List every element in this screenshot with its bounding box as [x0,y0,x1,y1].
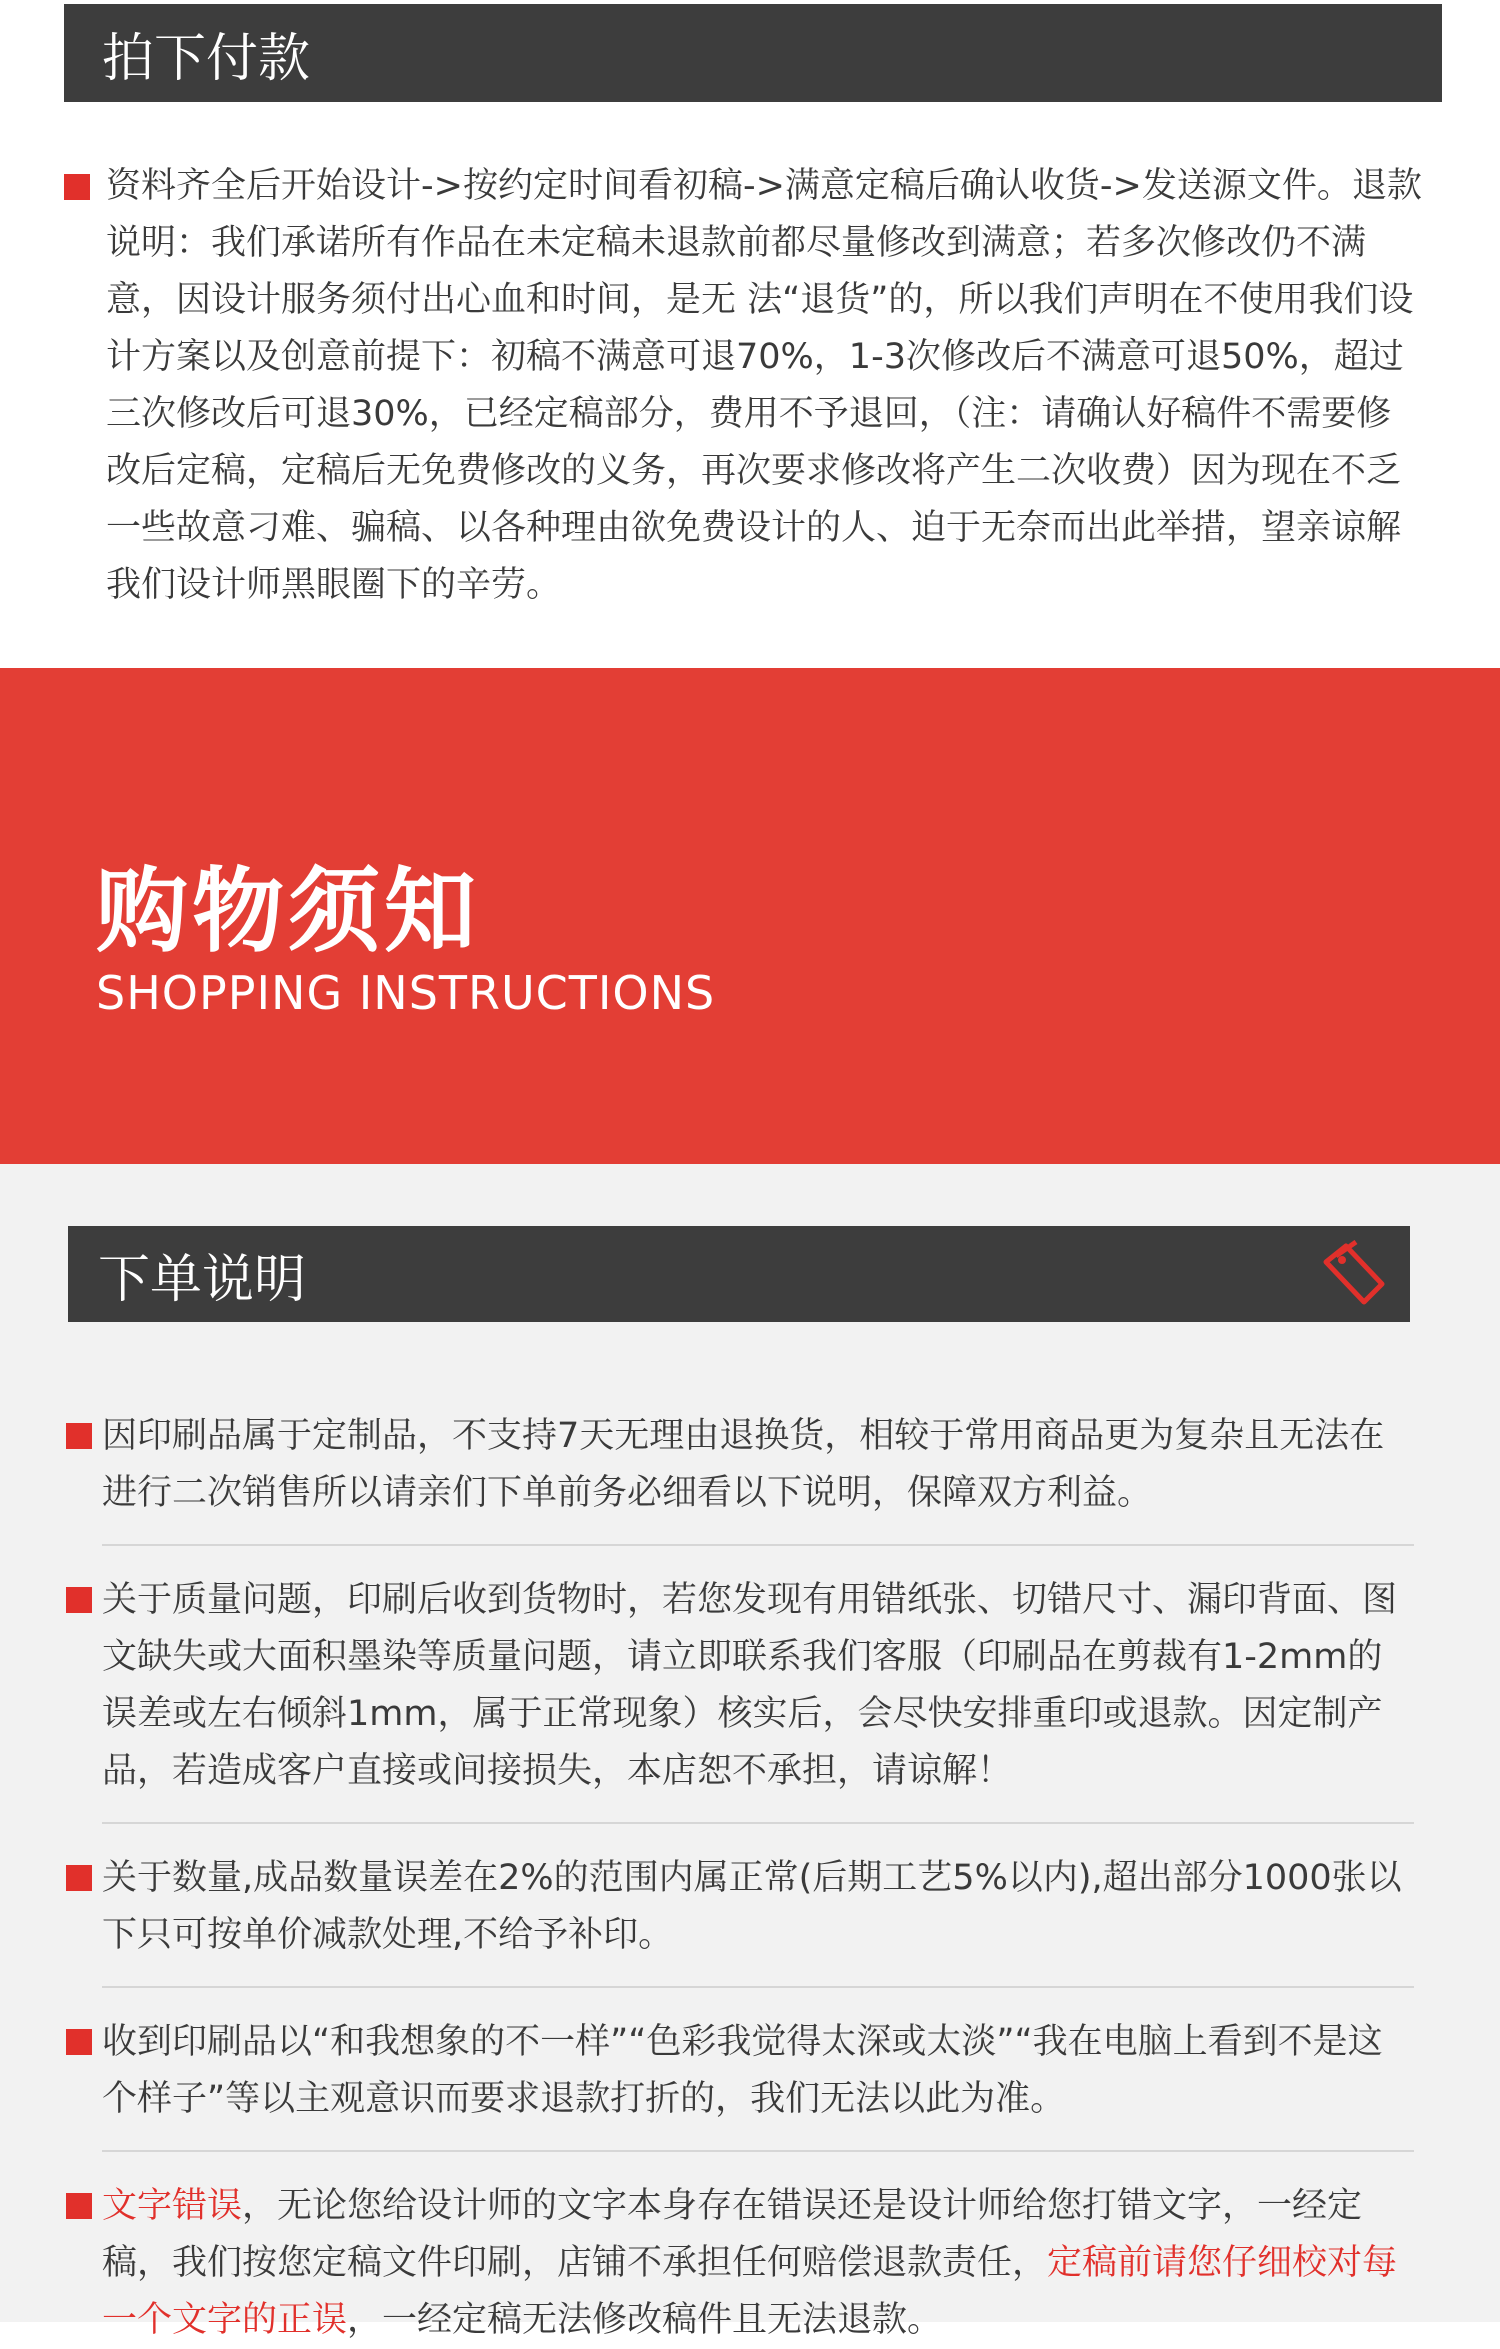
red-square-bullet-icon [66,1587,92,1613]
order-item-text: 关于数量,成品数量误差在2%的范围内属正常(后期工艺5%以内),超出部分1000张以下只可按单价减款处理,不给予补印。 [102,1858,1402,1955]
order-item-5 [66,2178,1414,2349]
red-square-bullet-icon [66,2029,92,2055]
divider [102,1544,1414,1546]
order-item-text: 因印刷品属于定制品，不支持7天无理由退换货，相较于常用商品更为复杂且无法在进行二次销售所以请亲们下单前务必细看以下说明，保障双方利益。 [102,1416,1385,1513]
payment-paragraph [62,158,1422,614]
order-item-4 [66,2014,1414,2128]
red-square-bullet-icon [64,174,90,200]
divider [102,2150,1414,2152]
payment-section [62,158,1422,614]
order-header [68,1226,1410,1322]
payment-header-title: 拍下付款 [102,28,311,89]
order-item-text: 收到印刷品以“和我想象的不一样”“色彩我觉得太深或太淡”“我在电脑上看到不是这个样子”等以主观意识而要求退款打折的，我们无法以此为准。 [102,2022,1383,2119]
order-item-2 [66,1572,1414,1800]
order-item-3 [66,1850,1414,1964]
banner-title-en: SHOPPING INSTRUCTIONS [96,966,716,1020]
order-item-text: 关于质量问题，印刷后收到货物时，若您发现有用错纸张、切错尺寸、漏印背面、图文缺失或大面积墨染等质量问题，请立即联系我们客服（印刷品在剪裁有1-2mm的误差或左右倾斜1mm，属于正常现象）核实后，会尽快安排重印或退款。因定制产品，若造成客户直接或间接损失，本店恕不承担，请谅解！ [102,1580,1398,1791]
divider [102,1986,1414,1988]
red-square-bullet-icon [66,2193,92,2219]
payment-header [64,4,1442,102]
order-item-text-end: ，一经定稿无法修改稿件且无法退款。 [347,2300,943,2340]
tag-icon [1316,1240,1388,1308]
highlight-text-error: 文字错误 [102,2186,243,2226]
order-item-text: ，无论您给设计师的文字本身存在错误还是设计师给您打错文字，一经定稿，我们按您定稿文件印刷，店铺不承担任何赔偿退款责任， [102,2186,1363,2283]
shopping-instructions-banner [0,668,1500,1164]
order-header-title: 下单说明 [98,1249,307,1310]
highlight-proofread: 定稿前请您仔细校对每一个文字的正误 [102,2243,1398,2340]
order-item-1 [66,1408,1414,1522]
banner-title-cn: 购物须知 [96,858,481,965]
red-square-bullet-icon [66,1423,92,1449]
payment-paragraph-text: 资料齐全后开始设计->按约定时间看初稿->满意定稿后确认收货->发送源文件。退款说明：我们承诺所有作品在未定稿未退款前都尽量修改到满意；若多次修改仍不满意，因设计服务须付出心血和时间，是无 法“退货”的，所以我们声明在不使用我们设计方案以及创意前提下：初稿不满意可退70%，1-3次修改后不满意可退50%，超过三次修改后可退30%，已经定稿部分，费用不予退回，（注：请确认好稿件不需要修改后定稿，定稿后无免费修改的义务，再次要求修改将产生二次收费）因为现在不乏一些故意刁难、骗稿、以各种理由欲免费设计的人、迫于无奈而出此举措，望亲谅解我们设计师黑眼圈下的辛劳。 [106,166,1422,605]
divider [102,1822,1414,1824]
order-instructions [66,1408,1414,2349]
red-square-bullet-icon [66,1865,92,1891]
